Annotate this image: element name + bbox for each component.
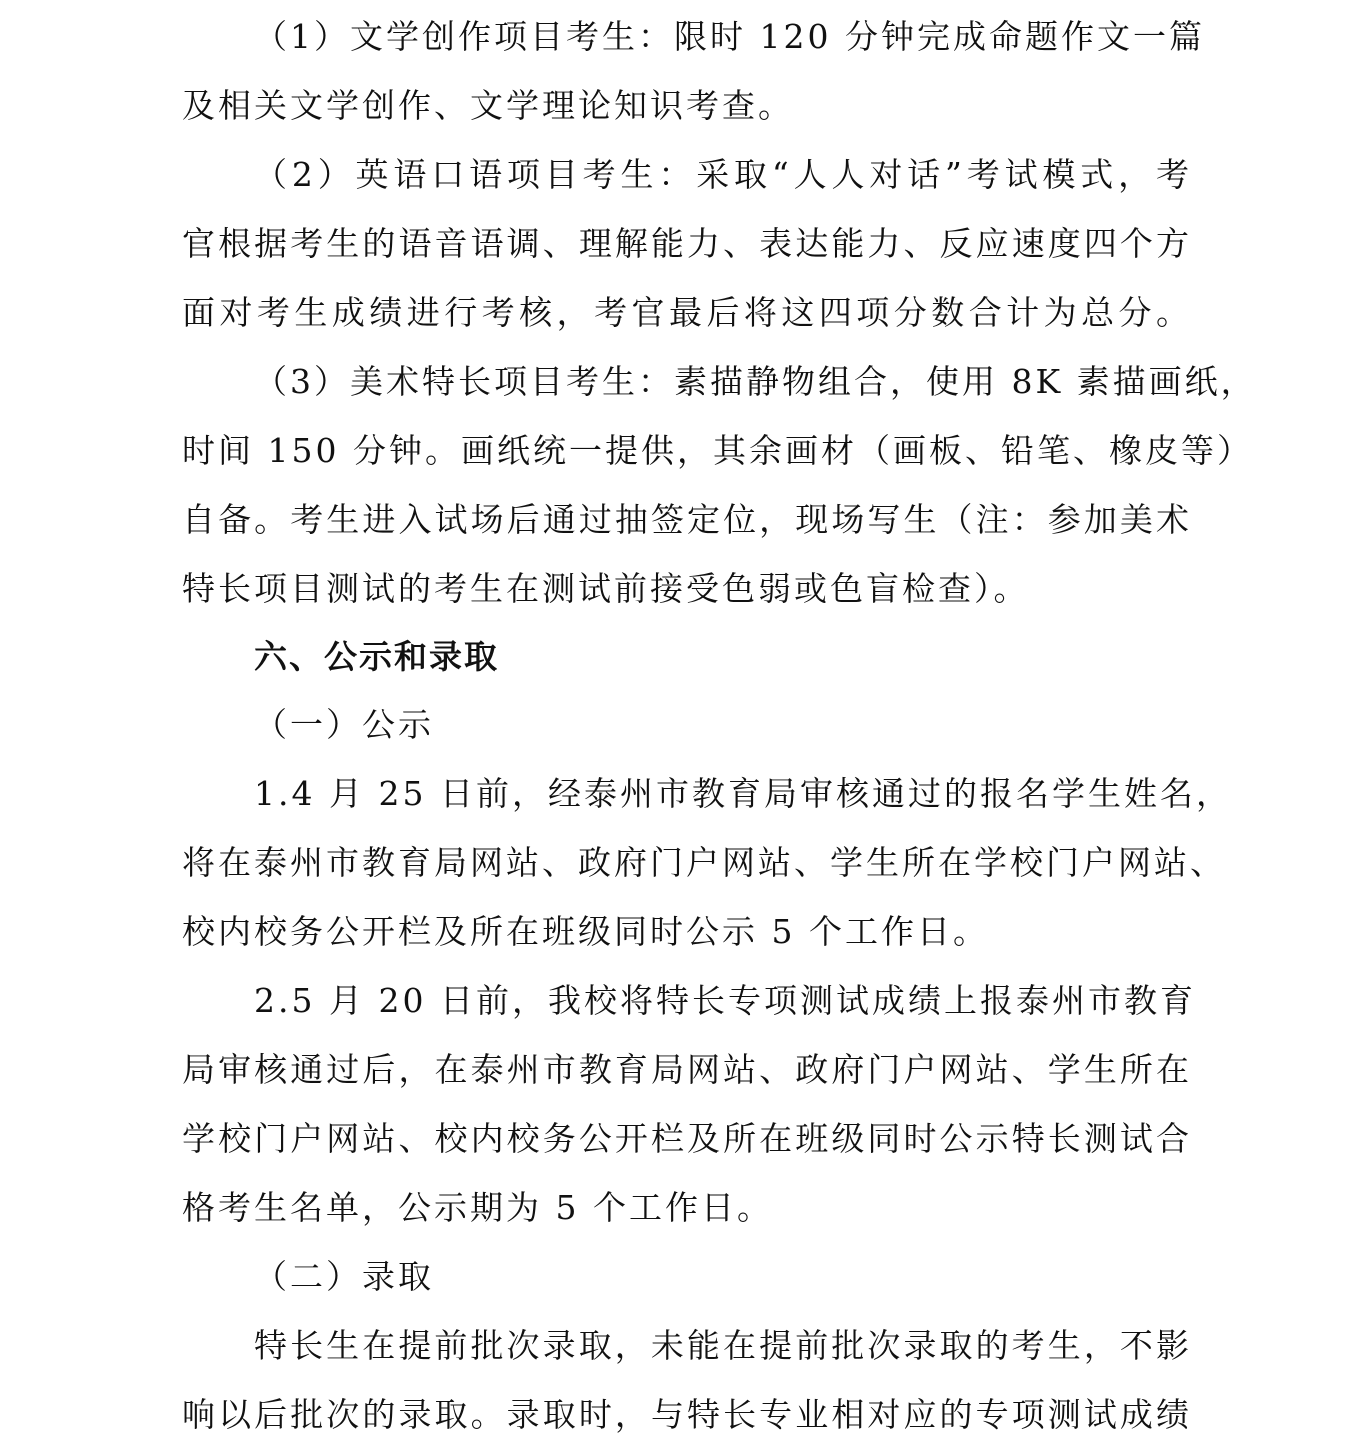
item2-line1: （2）英语口语项目考生：采取“人人对话”考试模式，考 xyxy=(254,155,1192,194)
pub2-line2: 局审核通过后，在泰州市教育局网站、政府门户网站、学生所在 xyxy=(182,1050,1192,1089)
section6-heading: 六、公示和录取 xyxy=(254,637,499,676)
subsection-publicity-heading: （一）公示 xyxy=(254,705,434,744)
admission-line1: 特长生在提前批次录取，未能在提前批次录取的考生，不影 xyxy=(254,1326,1192,1365)
item2-line2: 官根据考生的语音语调、理解能力、表达能力、反应速度四个方 xyxy=(182,224,1192,263)
item3-line2: 时间 150 分钟。画纸统一提供，其余画材（画板、铅笔、橡皮等） xyxy=(182,431,1253,470)
item1-line2: 及相关文学创作、文学理论知识考查。 xyxy=(182,86,794,125)
item3-line1: （3）美术特长项目考生：素描静物组合，使用 8K 素描画纸， xyxy=(254,362,1257,401)
pub2-line1: 2.5 月 20 日前，我校将特长专项测试成绩上报泰州市教育 xyxy=(254,981,1196,1020)
pub1-line1: 1.4 月 25 日前，经泰州市教育局审核通过的报名学生姓名， xyxy=(254,774,1232,813)
document-page xyxy=(182,0,1257,1451)
admission-line2: 响以后批次的录取。录取时，与特长专业相对应的专项测试成绩 xyxy=(182,1395,1192,1434)
item3-line4: 特长项目测试的考生在测试前接受色弱或色盲检查）。 xyxy=(182,569,1030,608)
item2-line3: 面对考生成绩进行考核，考官最后将这四项分数合计为总分。 xyxy=(182,293,1192,332)
pub2-line3: 学校门户网站、校内校务公开栏及所在班级同时公示特长测试合 xyxy=(182,1119,1192,1158)
subsection-admission-heading: （二）录取 xyxy=(254,1257,434,1296)
pub2-line4: 格考生名单，公示期为 5 个工作日。 xyxy=(182,1188,773,1227)
item3-line3: 自备。考生进入试场后通过抽签定位，现场写生（注：参加美术 xyxy=(182,500,1192,539)
pub1-line2: 将在泰州市教育局网站、政府门户网站、学生所在学校门户网站、 xyxy=(182,843,1226,882)
pub1-line3: 校内校务公开栏及所在班级同时公示 5 个工作日。 xyxy=(182,912,989,951)
item1-line1: （1）文学创作项目考生：限时 120 分钟完成命题作文一篇 xyxy=(254,17,1205,56)
